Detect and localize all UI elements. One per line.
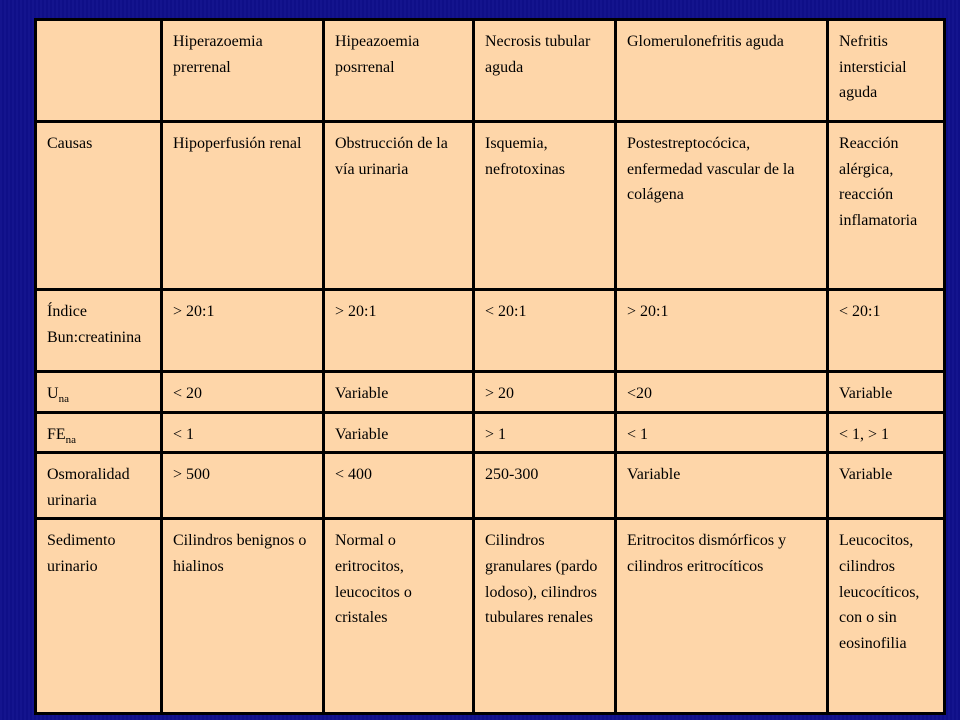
table-cell: < 1, > 1 — [828, 412, 945, 453]
header-cell-prerrenal: Hiperazoemia prerrenal — [162, 20, 324, 122]
header-cell-necrosis: Necrosis tubular aguda — [474, 20, 616, 122]
table-row-causas — [36, 122, 945, 290]
table-cell: Cilindros benignos o hialinos — [162, 519, 324, 714]
row-label: Osmoralidad urinaria — [36, 453, 162, 519]
table-cell: > 20 — [474, 372, 616, 413]
table-cell: > 1 — [474, 412, 616, 453]
table-cell: Variable — [828, 453, 945, 519]
row-label-subscript: na — [58, 393, 69, 405]
table-cell: <20 — [616, 372, 828, 413]
table-row-osmolaridad — [36, 453, 945, 519]
row-label: Índice Bun:creatinina — [36, 290, 162, 372]
table-cell: < 1 — [616, 412, 828, 453]
table-cell: Normal o eritrocitos, leucocitos o cristales — [324, 519, 474, 714]
row-label: Causas — [36, 122, 162, 290]
table-cell: Variable — [616, 453, 828, 519]
table-cell: Variable — [828, 372, 945, 413]
table-cell: < 20:1 — [828, 290, 945, 372]
table-cell: Obstrucción de la vía urinaria — [324, 122, 474, 290]
header-cell-empty — [36, 20, 162, 122]
row-label-subscript: na — [65, 433, 77, 446]
table-row-una — [36, 372, 945, 413]
table-cell: Reacción alérgica, reacción inflamatoria — [828, 122, 945, 290]
row-label-text: FE — [47, 425, 66, 443]
header-cell-nefritis: Nefritis intersticial aguda — [828, 20, 945, 122]
table-cell: Cilindros granulares (pardo lodoso), cilindros tubulares renales — [474, 519, 616, 714]
table-cell: < 400 — [324, 453, 474, 519]
row-label — [36, 412, 162, 453]
table-cell: < 20:1 — [474, 290, 616, 372]
table-cell: Hipoperfusión renal — [162, 122, 324, 290]
table-header-row — [36, 20, 945, 122]
table-cell: < 1 — [162, 412, 324, 453]
table-cell: > 20:1 — [162, 290, 324, 372]
row-label-text: U — [47, 385, 59, 402]
table-row-fena — [36, 412, 945, 453]
table-cell: > 20:1 — [324, 290, 474, 372]
table-cell: Postestreptocócica, enfermedad vascular de la colágena — [616, 122, 828, 290]
table-cell: Leucocitos, cilindros leucocíticos, con o sin eosinofilia — [828, 519, 945, 714]
table-cell: Eritrocitos dismórficos y cilindros eritrocíticos — [616, 519, 828, 714]
row-label — [36, 372, 162, 413]
table-cell: > 500 — [162, 453, 324, 519]
table-row-sedimento — [36, 519, 945, 714]
row-label: Sedimento urinario — [36, 519, 162, 714]
table-row-indice — [36, 290, 945, 372]
table-cell: Variable — [324, 412, 474, 453]
header-cell-glomerulonefritis: Glomerulonefritis aguda — [616, 20, 828, 122]
table-cell: 250-300 — [474, 453, 616, 519]
comparison-table — [34, 18, 946, 715]
header-cell-posrrenal: Hipeazoemia posrrenal — [324, 20, 474, 122]
table-cell: > 20:1 — [616, 290, 828, 372]
table-cell: Isquemia, nefrotoxinas — [474, 122, 616, 290]
table-cell: Variable — [324, 372, 474, 413]
table-cell: < 20 — [162, 372, 324, 413]
